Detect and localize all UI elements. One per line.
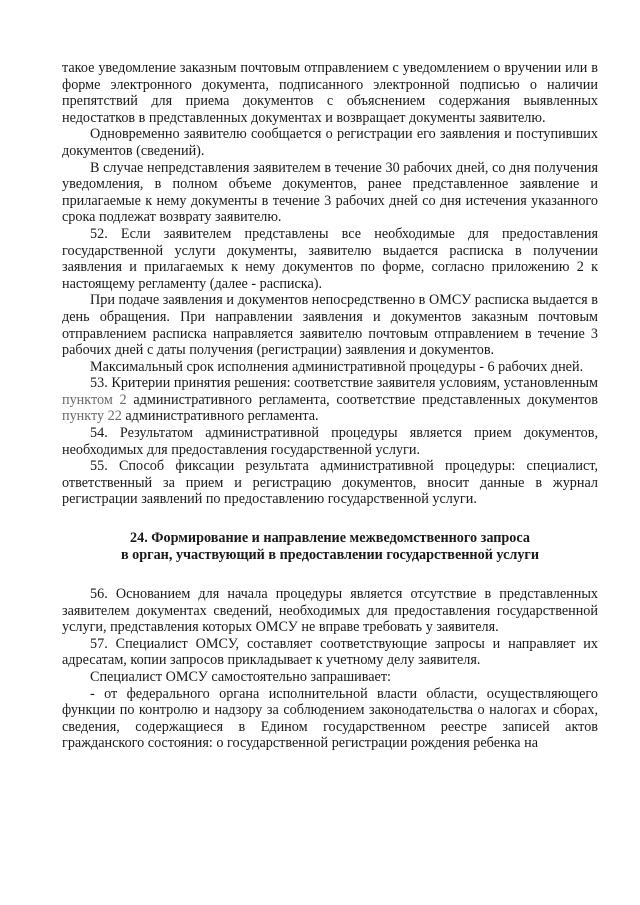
spacer	[62, 508, 598, 530]
section-heading-line2: в орган, участвующий в предоставлении государственной услуги	[120, 547, 540, 564]
paragraph-federal-body: - от федерального органа исполнительной власти области, осуществляющего функции по контролю и надзору за соблюдением законодательства о налогах и сборах, сведения, содержащиеся в Едином государственном реестре записей актов гражданского состояния: о государственной регистрации рождения ребенка на	[62, 685, 598, 752]
section-heading-line1: 24. Формирование и направление межведомственного запроса	[130, 530, 530, 547]
paragraph-55: 55. Способ фиксации результата административной процедуры: специалист, ответственный за прием и регистрацию документов, вносит данные в журнал регистрации заявлений по предоставлению государственной услуги.	[62, 458, 598, 508]
link-item-2[interactable]: пунктом 2	[62, 391, 127, 408]
paragraph-continuation: такое уведомление заказным почтовым отправлением с уведомлением о вручении или в форме электронного документа, подписанного электронной подписью о наличии препятствий для приема документов с объяснением содержания выявленных недостатков в представленных документах и возвращает документы заявителю.	[62, 60, 598, 126]
paragraph-52: 52. Если заявителем представлены все необходимые для предоставления государственной услуги документы, заявителю выдается расписка в получении заявления и прилагаемых к нему документов по форме, согласно приложению 2 к настоящему регламенту (далее - расписка).	[62, 225, 598, 292]
spacer	[62, 564, 598, 586]
paragraph-requests: Специалист ОМСУ самостоятельно запрашивает:	[90, 669, 391, 685]
p53-text-before: 53. Критерии принятия решения: соответствие заявителя условиям, установленным	[90, 375, 598, 392]
paragraph-receipt: При подаче заявления и документов непосредственно в ОМСУ расписка выдается в день обращения. При направлении заявления и документов заказным почтовым отправлением расписка направляется заявителю почтовым отправлением в течение 3 рабочих дней с даты получения (регистрации) заявления и документов.	[62, 292, 598, 359]
p53-text-middle: административного регламента, соответствие представленных документов	[126, 391, 598, 408]
paragraph-53	[62, 375, 598, 425]
paragraph-54: 54. Результатом административной процедуры является прием документов, необходимых для предоставления государственной услуги.	[62, 425, 598, 458]
link-item-22[interactable]: пункту 22	[62, 408, 122, 425]
paragraph-notification: Одновременно заявителю сообщается о регистрации его заявления и поступивших документов (сведений).	[62, 126, 598, 159]
paragraph-57: 57. Специалист ОМСУ, составляет соответствующие запросы и направляет их адресатам, копии запросов прикладывает к учетному делу заявителя.	[62, 635, 598, 669]
paragraph-56: 56. Основанием для начала процедуры является отсутствие в представленных заявителем документах сведений, необходимых для предоставления государственной услуги, представления которых ОМСУ не вправе требовать у заявителя.	[62, 586, 598, 636]
paragraph-30-days: В случае непредставления заявителем в течение 30 рабочих дней, со дня получения уведомления, в полном объеме документов, ранее представленное заявление и прилагаемые к нему документы в течение 3 рабочих дней со дня истечения указанного срока подлежат возврату заявителю.	[62, 159, 598, 226]
p53-text-after: административного регламента.	[121, 408, 319, 425]
paragraph-max-term: Максимальный срок исполнения административной процедуры - 6 рабочих дней.	[90, 358, 584, 375]
